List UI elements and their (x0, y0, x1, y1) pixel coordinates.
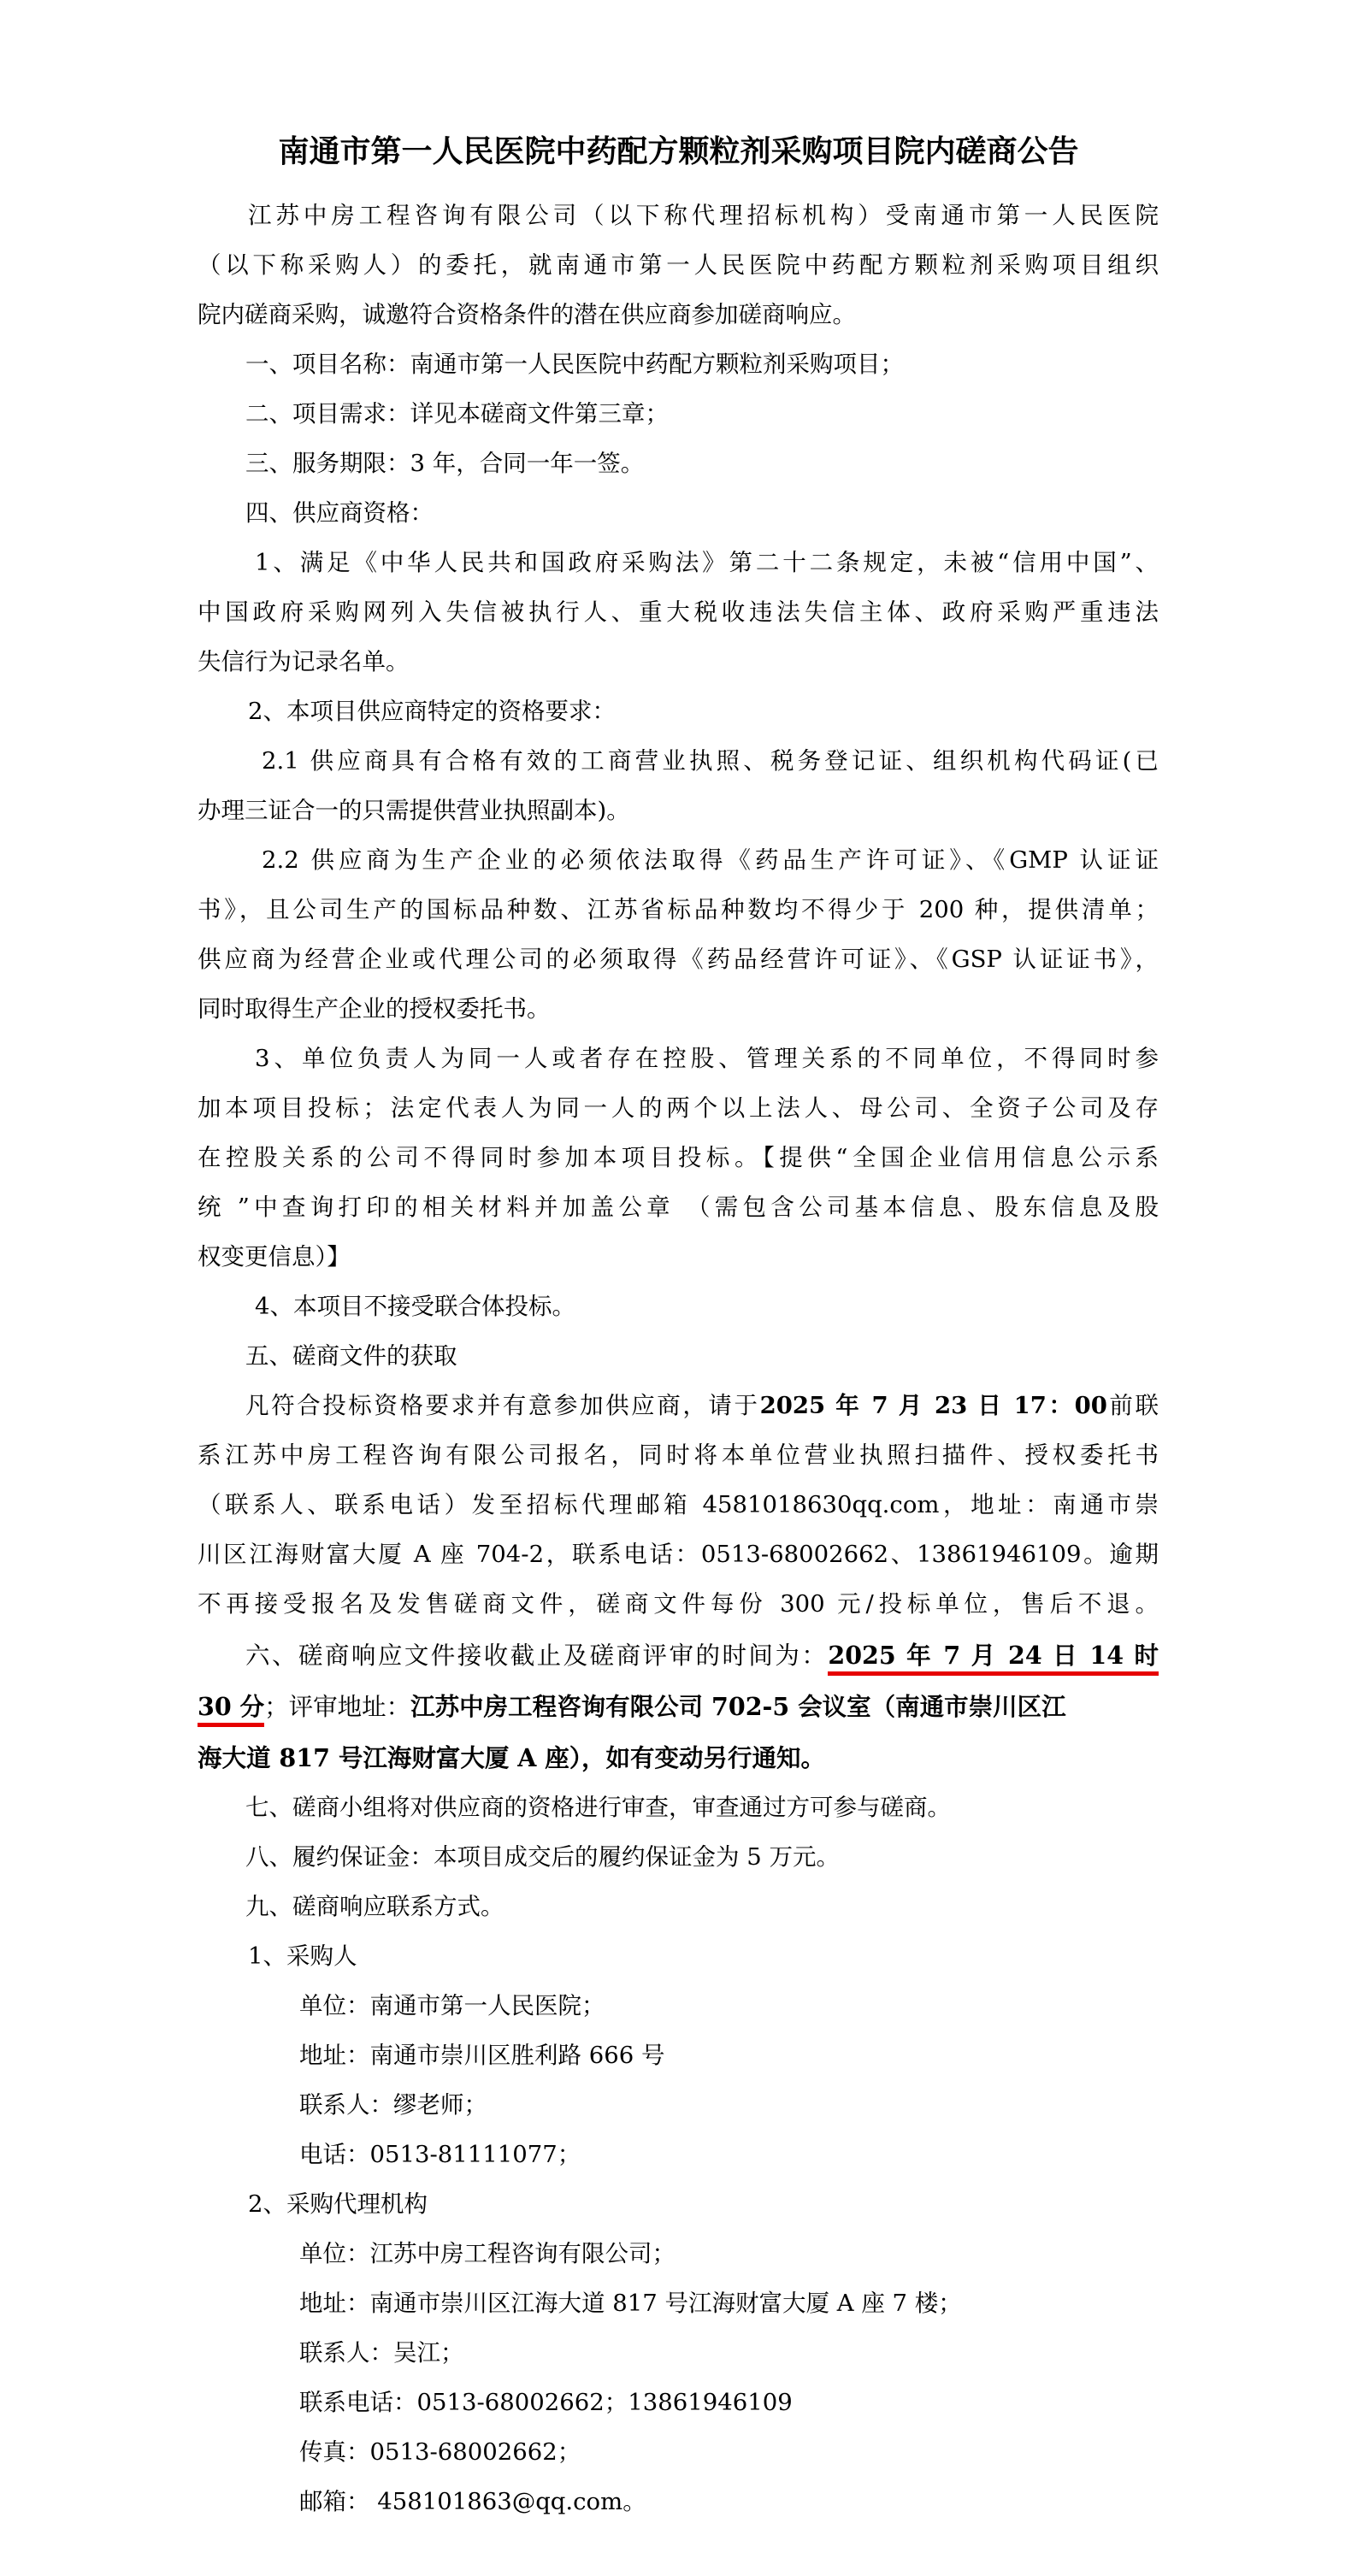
deadline-line-1-text: 六、磋商响应文件接收截止及磋商评审的时间为： (245, 1642, 829, 1670)
qualification-3-line-1: 3、单位负责人为同一人或者存在控股、管理关系的不同单位，不得同时参 (255, 1045, 1159, 1072)
intro-line-3: 院内磋商采购，诚邀符合资格条件的潜在供应商参加磋商响应。 (198, 301, 856, 328)
obtain-line-1-text: 凡符合投标资格要求并有意参加供应商，请于 (245, 1392, 760, 1419)
obtain-line-1-tail: 前联 (1106, 1392, 1159, 1419)
obtain-line-1 (245, 1388, 1159, 1423)
qualification-3-line-4: 统 ”中查询打印的相关材料并加盖公章 （需包含公司基本信息、股东信息及股 (198, 1194, 1159, 1221)
contact-agency-heading: 2、采购代理机构 (248, 2190, 428, 2218)
agency-email: 邮箱： 458101863@qq.com。 (299, 2488, 646, 2515)
document-title: 南通市第一人民医院中药配方颗粒剂采购项目院内磋商公告 (278, 133, 1079, 169)
agency-fax: 传真：0513-68002662； (299, 2438, 581, 2466)
section-qualification-review: 七、磋商小组将对供应商的资格进行审查，审查通过方可参与磋商。 (245, 1794, 951, 1821)
qualification-1-line-1: 1、满足《中华人民共和国政府采购法》第二十二条规定，未被“信用中国”、 (255, 549, 1159, 576)
purchaser-unit: 单位：南通市第一人民医院； (299, 1992, 605, 2019)
section-document-obtain: 五、磋商文件的获取 (245, 1342, 457, 1370)
intro-line-1: 江苏中房工程咨询有限公司（以下称代理招标机构）受南通市第一人民医院 (248, 202, 1159, 229)
obtain-line-2: 系江苏中房工程咨询有限公司报名，同时将本单位营业执照扫描件、授权委托书 (198, 1441, 1159, 1469)
qualification-2-2-line-3: 供应商为经营企业或代理公司的必须取得《药品经营许可证》、《GSP 认证证书》， (198, 946, 1159, 973)
obtain-line-3: （联系人、联系电话）发至招标代理邮箱 4581018630qq.com，地址：南通市崇 (198, 1491, 1159, 1518)
review-address-label: ；评审地址： (264, 1693, 411, 1721)
section-supplier-qualification: 四、供应商资格： (245, 499, 434, 527)
agency-contact-person: 联系人：吴江； (299, 2339, 464, 2367)
registration-deadline: 2025 年 7 月 23 日 17：00 (759, 1392, 1107, 1419)
qualification-2-heading: 2、本项目供应商特定的资格要求： (248, 698, 616, 725)
obtain-line-4: 川区江海财富大厦 A 座 704-2，联系电话：0513-68002662、13861946109。逾期 (198, 1541, 1159, 1568)
qualification-4: 4、本项目不接受联合体投标。 (255, 1293, 575, 1320)
agency-phone: 联系电话：0513-68002662；13861946109 (299, 2389, 793, 2416)
deadline-line-2 (198, 1689, 1159, 1724)
response-deadline-time: 30 分 (198, 1692, 264, 1727)
qualification-2-2-line-4: 同时取得生产企业的授权委托书。 (198, 995, 551, 1023)
intro-line-2: （以下称采购人）的委托，就南通市第一人民医院中药配方颗粒剂采购项目组织 (198, 251, 1159, 279)
purchaser-contact-person: 联系人：缪老师； (299, 2091, 487, 2119)
agency-address: 地址：南通市崇川区江海大道 817 号江海财富大厦 A 座 7 楼； (299, 2290, 962, 2317)
qualification-1-line-2: 中国政府采购网列入失信被执行人、重大税收违法失信主体、政府采购严重违法 (198, 598, 1159, 626)
qualification-3-line-5: 权变更信息）】 (198, 1243, 351, 1270)
qualification-1-line-3: 失信行为记录名单。 (198, 648, 410, 675)
qualification-2-2-line-1: 2.2 供应商为生产企业的必须依法取得《药品生产许可证》、《GMP 认证证 (262, 846, 1159, 874)
section-performance-bond: 八、履约保证金：本项目成交后的履约保证金为 5 万元。 (245, 1843, 840, 1871)
section-service-period: 三、服务期限：3 年，合同一年一签。 (245, 450, 645, 477)
deadline-line-3: 海大道 817 号江海财富大厦 A 座），如有变动另行通知。 (198, 1743, 826, 1772)
contact-purchaser-heading: 1、采购人 (248, 1942, 357, 1970)
section-project-needs: 二、项目需求：详见本磋商文件第三章； (245, 400, 669, 427)
section-contact: 九、磋商响应联系方式。 (245, 1893, 504, 1920)
deadline-line-1 (245, 1638, 1159, 1673)
qualification-3-line-3: 在控股关系的公司不得同时参加本项目投标。【提供“全国企业信用信息公示系 (198, 1144, 1159, 1171)
qualification-2-1-line-1: 2.1 供应商具有合格有效的工商营业执照、税务登记证、组织机构代码证(已 (262, 747, 1159, 775)
response-deadline-date: 2025 年 7 月 24 日 14 时 (828, 1641, 1159, 1676)
agency-unit: 单位：江苏中房工程咨询有限公司； (299, 2240, 676, 2267)
qualification-2-2-line-2: 书》，且公司生产的国标品种数、江苏省标品种数均不得少于 200 种，提供清单； (198, 896, 1159, 923)
qualification-2-1-line-2: 办理三证合一的只需提供营业执照副本)。 (198, 797, 630, 824)
purchaser-address: 地址：南通市崇川区胜利路 666 号 (299, 2042, 665, 2069)
purchaser-phone: 电话：0513-81111077； (299, 2141, 581, 2168)
section-project-name: 一、项目名称：南通市第一人民医院中药配方颗粒剂采购项目； (245, 351, 904, 378)
review-address: 江苏中房工程咨询有限公司 702-5 会议室（南通市崇川区江 (410, 1692, 1066, 1721)
qualification-3-line-2: 加本项目投标；法定代表人为同一人的两个以上法人、母公司、全资子公司及存 (198, 1094, 1159, 1122)
obtain-line-5: 不再接受报名及发售磋商文件，磋商文件每份 300 元/投标单位，售后不退。 (198, 1590, 1159, 1618)
